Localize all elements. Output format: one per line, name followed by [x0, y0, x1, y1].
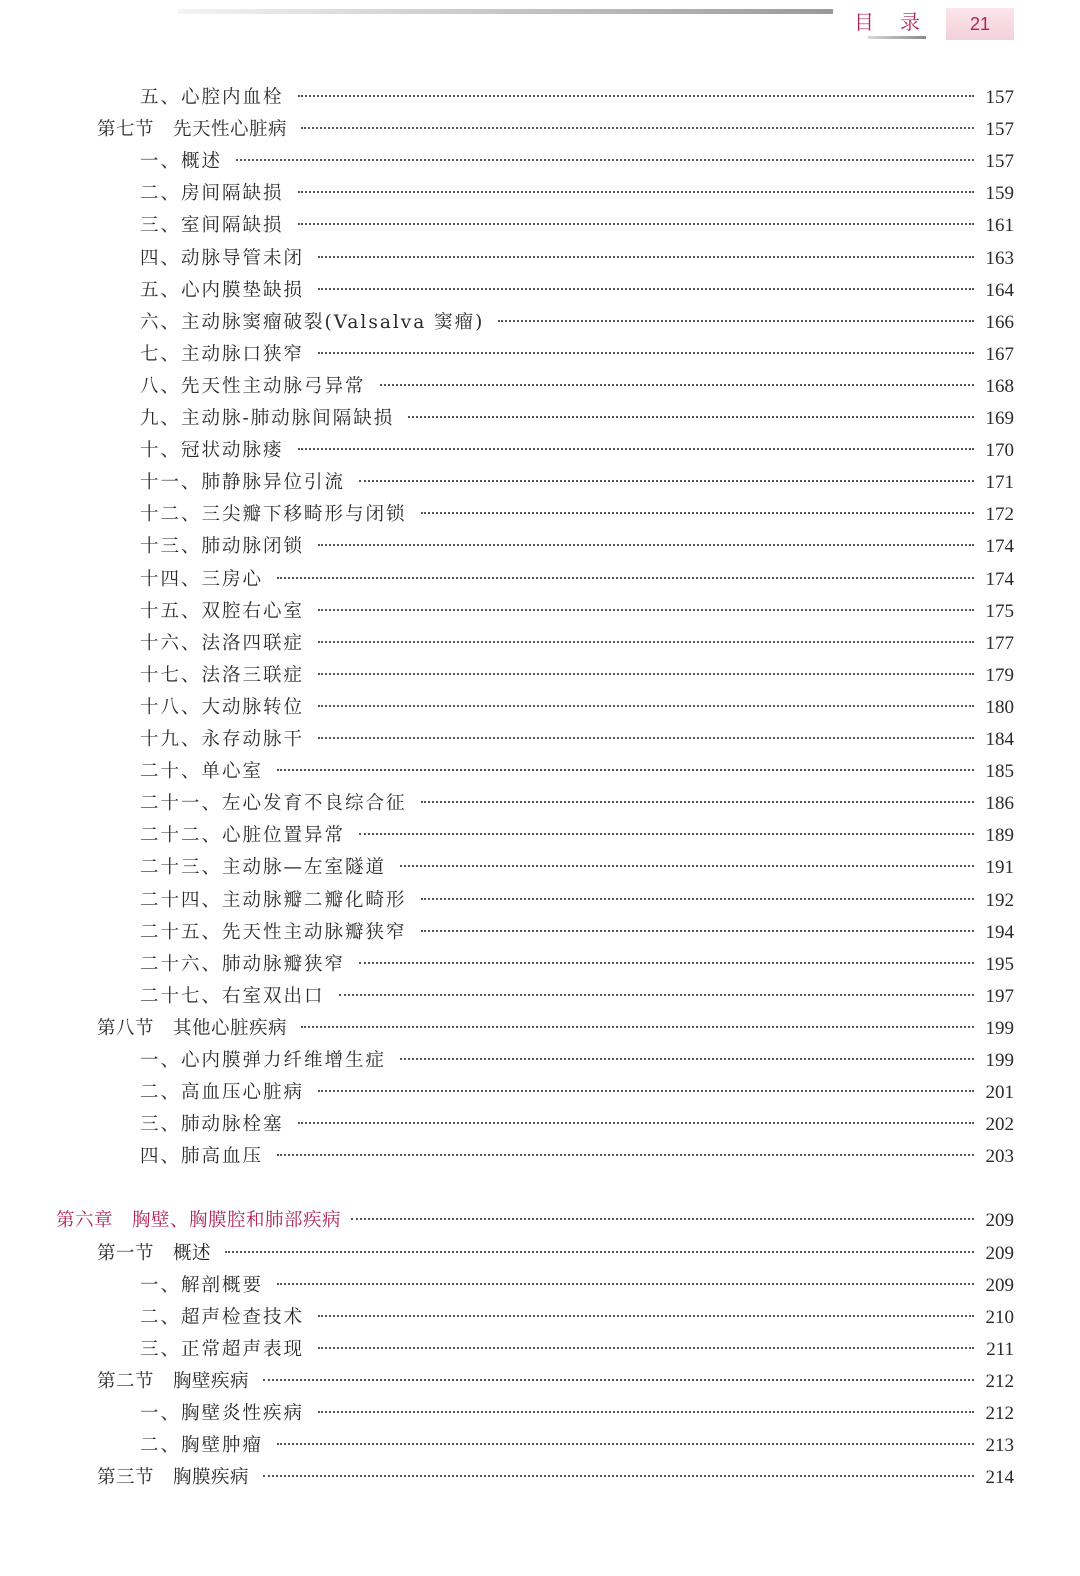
toc-entry-page-number: 174 — [985, 536, 1014, 558]
toc-entry-title: 二十四、主动脉瓣二瓣化畸形 — [140, 889, 407, 911]
toc-entry-title: 二十二、心脏位置异常 — [140, 825, 346, 847]
toc-entry-page-number: 170 — [985, 440, 1014, 462]
dot-leader — [298, 95, 974, 97]
toc-entry-title: 十、冠状动脉瘘 — [140, 440, 284, 462]
toc-entry-title: 七、主动脉口狭窄 — [140, 343, 305, 365]
toc-entry-title: 一、心内膜弹力纤维增生症 — [140, 1050, 387, 1071]
dot-leader — [359, 962, 974, 964]
toc-entry-page-number: 171 — [985, 472, 1014, 494]
toc-entry-title: 二十六、肺动脉瓣狭窄 — [140, 953, 346, 975]
toc-entry-item[interactable] — [140, 917, 1014, 949]
toc-entry-item[interactable] — [140, 756, 1014, 788]
toc-entry-title: 十二、三尖瓣下移畸形与闭锁 — [140, 504, 407, 526]
toc-entry-page-number: 177 — [985, 632, 1014, 654]
running-header-title: 目录 — [854, 10, 946, 34]
toc-entry-section[interactable] — [97, 1238, 1014, 1270]
toc-entry-title: 四、肺高血压 — [140, 1146, 264, 1168]
dot-leader — [498, 320, 974, 322]
toc-entry-title: 第二节 胸壁疾病 — [97, 1370, 250, 1392]
toc-entry-item[interactable] — [140, 628, 1014, 660]
toc-entry-item[interactable] — [140, 596, 1014, 628]
dot-leader — [263, 1475, 974, 1477]
toc-entry-item[interactable] — [140, 1077, 1014, 1109]
dot-leader — [359, 480, 974, 482]
toc-entry-page-number: 194 — [985, 921, 1014, 943]
toc-entry-item[interactable] — [140, 1398, 1014, 1430]
toc-entry-page-number: 191 — [985, 857, 1014, 879]
dot-leader — [339, 994, 974, 996]
toc-entry-item[interactable] — [140, 981, 1014, 1013]
header-page-number: 21 — [946, 8, 1014, 40]
toc-entry-item[interactable] — [140, 1302, 1014, 1334]
dot-leader — [351, 1218, 974, 1220]
toc-entry-item[interactable] — [140, 531, 1014, 563]
toc-entry-section[interactable] — [97, 1013, 1014, 1045]
dot-leader — [318, 256, 974, 258]
dot-leader — [277, 1154, 974, 1156]
dot-leader — [236, 159, 974, 161]
dot-leader — [380, 384, 974, 386]
toc-entry-title: 三、室间隔缺损 — [140, 215, 284, 237]
toc-entry-page-number: 199 — [985, 1017, 1014, 1039]
header-underline — [868, 36, 926, 39]
toc-entry-page-number: 157 — [985, 151, 1014, 173]
dot-leader — [277, 1443, 974, 1445]
toc-entry-page-number: 197 — [985, 985, 1014, 1007]
toc-entry-page-number: 161 — [985, 215, 1014, 237]
toc-entry-item[interactable] — [140, 820, 1014, 852]
toc-entry-page-number: 164 — [985, 279, 1014, 301]
toc-entry-title: 五、心腔内血栓 — [140, 87, 284, 108]
toc-entry-title: 第八节 其他心脏疾病 — [97, 1017, 288, 1039]
toc-entry-page-number: 210 — [985, 1306, 1014, 1328]
dot-leader — [318, 641, 974, 643]
dot-leader — [301, 127, 974, 129]
toc-entry-item[interactable] — [140, 178, 1014, 210]
toc-entry-title: 第一节 概述 — [97, 1242, 212, 1264]
toc-entry-title: 二十、单心室 — [140, 761, 264, 783]
dot-leader — [277, 769, 974, 771]
toc-entry-page-number: 211 — [986, 1338, 1014, 1360]
dot-leader — [225, 1251, 974, 1253]
toc-entry-title: 第七节 先天性心脏病 — [97, 119, 288, 141]
toc-entry-title: 八、先天性主动脉弓异常 — [140, 375, 366, 397]
toc-entry-item[interactable] — [140, 1270, 1014, 1302]
toc-entry-item[interactable] — [140, 371, 1014, 403]
toc-entry-title: 十四、三房心 — [140, 568, 264, 590]
toc-entry-item[interactable] — [140, 564, 1014, 596]
dot-leader — [318, 609, 974, 611]
toc-entry-page-number: 212 — [985, 1403, 1014, 1424]
toc-entry-item[interactable] — [140, 307, 1014, 339]
toc-entry-item[interactable] — [140, 499, 1014, 531]
toc-entry-title: 二、房间隔缺损 — [140, 183, 284, 205]
dot-leader — [298, 1122, 974, 1124]
toc-entry-title: 十七、法洛三联症 — [140, 664, 305, 686]
dot-leader — [421, 898, 974, 900]
toc-entry-title: 一、解剖概要 — [140, 1274, 264, 1296]
toc-entry-item[interactable] — [140, 403, 1014, 435]
dot-leader — [359, 833, 974, 835]
toc-entry-title: 二、超声检查技术 — [140, 1306, 305, 1328]
toc-entry-item[interactable] — [140, 1045, 1014, 1077]
toc-entry-title: 二十三、主动脉—左室隧道 — [140, 857, 387, 879]
toc-entry-page-number: 159 — [985, 183, 1014, 205]
toc-entry-page-number: 203 — [985, 1146, 1014, 1168]
toc-entry-title: 二、高血压心脏病 — [140, 1082, 305, 1104]
toc-entry-item[interactable] — [140, 949, 1014, 981]
toc-entry-item[interactable] — [140, 724, 1014, 756]
toc-entry-item[interactable] — [140, 146, 1014, 178]
toc-entry-page-number: 213 — [985, 1435, 1014, 1457]
toc-entry-page-number: 186 — [985, 793, 1014, 815]
toc-entry-title: 一、概述 — [140, 151, 223, 173]
toc-entry-section[interactable] — [97, 1366, 1014, 1398]
toc-entry-page-number: 169 — [985, 408, 1014, 429]
toc-entry-item[interactable] — [140, 885, 1014, 917]
toc-entry-page-number: 185 — [985, 761, 1014, 783]
toc-entry-section[interactable] — [97, 114, 1014, 146]
dot-leader — [318, 1090, 974, 1092]
dot-leader — [318, 705, 974, 707]
toc-entry-item[interactable] — [140, 210, 1014, 242]
toc-entry-page-number: 202 — [985, 1114, 1014, 1136]
toc-entry-title: 一、胸壁炎性疾病 — [140, 1403, 305, 1424]
toc-entry-title: 二、胸壁肿瘤 — [140, 1435, 264, 1457]
toc-entry-page-number: 172 — [985, 504, 1014, 526]
toc-entry-page-number: 195 — [985, 953, 1014, 975]
toc-entry-page-number: 179 — [985, 664, 1014, 686]
toc-entry-page-number: 180 — [985, 696, 1014, 718]
dot-leader — [298, 191, 974, 193]
dot-leader — [318, 544, 974, 546]
toc-entry-page-number: 157 — [985, 87, 1014, 108]
dot-leader — [318, 288, 974, 290]
toc-entry-page-number: 201 — [985, 1082, 1014, 1104]
dot-leader — [421, 801, 974, 803]
toc-entry-title: 第六章 胸壁、胸膜腔和肺部疾病 — [56, 1210, 342, 1232]
toc-entry-item[interactable] — [140, 1430, 1014, 1462]
toc-entry-title: 十九、永存动脉干 — [140, 729, 305, 750]
toc-entry-page-number: 209 — [985, 1274, 1014, 1296]
toc-entry-title: 四、动脉导管未闭 — [140, 247, 305, 269]
toc-entry-title: 十一、肺静脉异位引流 — [140, 472, 346, 494]
toc-entry-title: 六、主动脉窦瘤破裂(Valsalva 窦瘤) — [140, 311, 485, 333]
dot-leader — [318, 1315, 974, 1317]
dot-leader — [298, 448, 974, 450]
toc-entry-page-number: 192 — [985, 889, 1014, 911]
toc-entry-page-number: 184 — [985, 729, 1014, 750]
toc-entry-item[interactable] — [140, 692, 1014, 724]
toc-entry-item[interactable] — [140, 243, 1014, 275]
toc-entry-item[interactable] — [140, 275, 1014, 307]
toc-entry-title: 十八、大动脉转位 — [140, 696, 305, 718]
dot-leader — [277, 577, 974, 579]
toc-entry-chapter[interactable] — [56, 1205, 1014, 1237]
toc-entry-page-number: 157 — [985, 119, 1014, 141]
toc-entry-page-number: 167 — [985, 343, 1014, 365]
dot-leader — [277, 1283, 974, 1285]
toc-entry-title: 二十一、左心发育不良综合征 — [140, 793, 407, 815]
toc-entry-page-number: 175 — [985, 600, 1014, 622]
toc-entry-page-number: 168 — [985, 375, 1014, 397]
toc-entry-item[interactable] — [140, 82, 1014, 114]
toc-entry-page-number: 174 — [985, 568, 1014, 590]
dot-leader — [263, 1379, 974, 1381]
toc-entry-title: 二十七、右室双出口 — [140, 985, 325, 1007]
toc-entry-page-number: 214 — [985, 1467, 1014, 1489]
toc-entry-title: 五、心内膜垫缺损 — [140, 279, 305, 301]
dot-leader — [318, 1347, 974, 1349]
toc-entry-title: 十五、双腔右心室 — [140, 600, 305, 622]
toc-entry-title: 三、肺动脉栓塞 — [140, 1114, 284, 1136]
dot-leader — [400, 1058, 974, 1060]
toc-entry-page-number: 166 — [985, 311, 1014, 333]
dot-leader — [318, 352, 974, 354]
toc-entry-page-number: 199 — [985, 1050, 1014, 1071]
header-rule — [178, 9, 833, 14]
toc-entry-item[interactable] — [140, 1141, 1014, 1173]
toc-entry-item[interactable] — [140, 339, 1014, 371]
dot-leader — [298, 223, 974, 225]
toc-entry-page-number: 212 — [985, 1370, 1014, 1392]
toc-entry-item[interactable] — [140, 467, 1014, 499]
toc-entry-item[interactable] — [140, 852, 1014, 884]
dot-leader — [421, 930, 974, 932]
toc-entry-page-number: 209 — [985, 1210, 1014, 1232]
toc-entry-page-number: 209 — [985, 1242, 1014, 1264]
dot-leader — [408, 416, 974, 418]
dot-leader — [400, 865, 974, 867]
toc-entry-title: 十三、肺动脉闭锁 — [140, 536, 305, 558]
toc-entry-page-number: 163 — [985, 247, 1014, 269]
dot-leader — [421, 512, 974, 514]
toc-entry-title: 九、主动脉-肺动脉间隔缺损 — [140, 408, 395, 429]
toc-entry-item[interactable] — [140, 1334, 1014, 1366]
toc-entry-title: 三、正常超声表现 — [140, 1338, 305, 1360]
toc-entry-page-number: 189 — [985, 825, 1014, 847]
toc-entry-item[interactable] — [140, 1109, 1014, 1141]
toc-entry-item[interactable] — [140, 435, 1014, 467]
dot-leader — [318, 737, 974, 739]
dot-leader — [318, 673, 974, 675]
dot-leader — [318, 1411, 974, 1413]
toc-entry-title: 二十五、先天性主动脉瓣狭窄 — [140, 921, 407, 943]
dot-leader — [301, 1026, 974, 1028]
toc-entry-item[interactable] — [140, 788, 1014, 820]
toc-entry-title: 第三节 胸膜疾病 — [97, 1467, 250, 1489]
toc-entry-title: 十六、法洛四联症 — [140, 632, 305, 654]
toc-entry-item[interactable] — [140, 660, 1014, 692]
toc-entry-section[interactable] — [97, 1462, 1014, 1494]
